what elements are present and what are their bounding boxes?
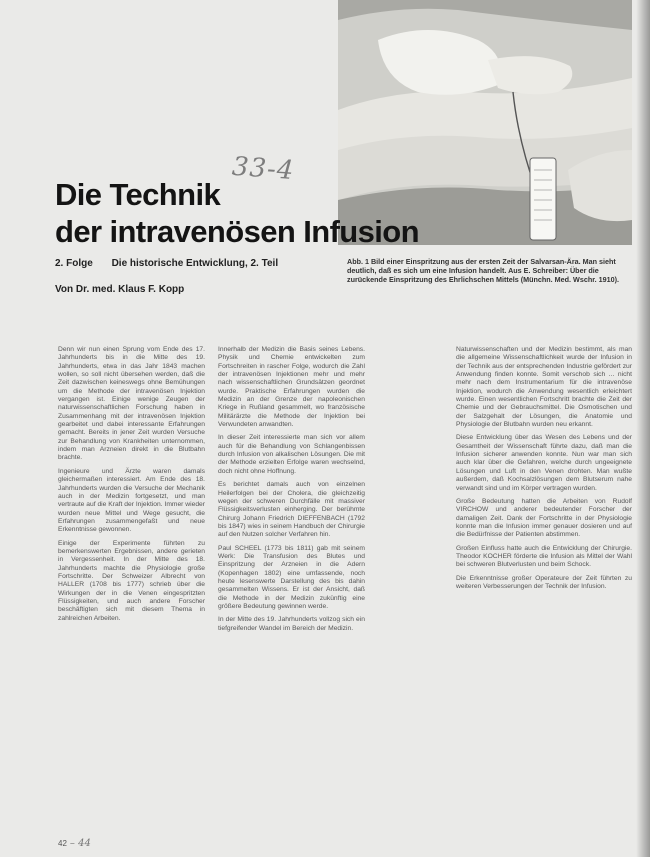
series-line xyxy=(55,258,278,269)
paragraph: Diese Entwicklung über das Wesen des Lebens und der Gesamtheit der Wissenschaft führte dazu, daß man die Infusion sicherer anwenden konnte. Nun war man sich auch klar über die Gefahren, welche durch ungeeignete Lösungen und Luft in den Venen drohten. Man wußte außerdem, daß Kochsalzlösungen dem Blutserum nahe verwandt sind und im Körper vertragen wurden. xyxy=(456,434,632,492)
series-part: 2. Folge xyxy=(55,258,93,269)
title-line-1: Die Technik xyxy=(55,177,221,212)
paragraph: Die Erkenntnisse großer Operateure der Zeit führten zu weiteren Verbesserungen der Technik der Infusion. xyxy=(456,574,632,590)
paragraph: Großen Einfluss hatte auch die Entwicklung der Chirurgie. Theodor KOCHER förderte die Infusion als Mittel der Wahl bei schweren Blutverlusten und beim Schock. xyxy=(456,544,632,569)
paragraph: Innerhalb der Medizin die Basis seines Lebens. Physik und Chemie entwickelten zum Fortschreiten in rascher Folge, wodurch die Zahl der intravenösen Injektionen mehr und mehr nach wissenschaftlichen Grundsätzen geordnet wurde. Praktische Erfahrungen wurden die Medizin an der Grenze der napoleonischen Kriege in Rußland gesammelt, wo französische Militärärzte die Methode der Injektion bei Verwundeten anwandten. xyxy=(218,346,365,429)
scan-edge-shadow xyxy=(636,0,650,857)
text-column-2 xyxy=(218,346,365,638)
paragraph: Es berichtet damals auch von einzelnen Heilerfolgen bei der Cholera, die gleichzeitig wegen der schweren Durchfälle mit massiver Flüssigkeitsverlusten einherging. Der berühmte Chirurg Johann Friedrich DIEFFENBACH (1792 bis 1847) wies in seinem Handbuch der Chirurgie auf den Nutzen solcher Verfahren hin. xyxy=(218,481,365,539)
article-title xyxy=(55,176,419,250)
figure-caption: Abb. 1 Bild einer Einspritzung aus der ersten Zeit der Salvarsan-Ära. Man sieht deutlich, daß es sich um eine Infusion handelt. Aus E. Schreiber: Über die zurückende Einspritzung des Ehrlichschen Mittels (Münchn. Med. Wschr. 1910). xyxy=(347,257,619,284)
page-number-value: 42 xyxy=(58,839,67,848)
series-subtitle: Die historische Entwicklung, 2. Teil xyxy=(111,258,279,269)
paragraph: Große Bedeutung hatten die Arbeiten von Rudolf VIRCHOW und anderer bedeutender Forscher der damaligen Zeit. Dank der Fortschritte in der Physiologie konnte man die Infusion immer genauer dosieren und auf die Bedürfnisse der Patienten abstimmen. xyxy=(456,497,632,539)
paragraph: In dieser Zeit interessierte man sich vor allem auch für die Behandlung von Schlangenbissen durch Infusion von alkalischen Lösungen. Die mit der Methode erzielten Erfolge waren wechselnd, doch nicht ohne Hoffnung. xyxy=(218,434,365,475)
paragraph: Paul SCHEEL (1773 bis 1811) gab mit seinem Werk: Die Transfusion des Blutes und Einspritzung der Arzneien in die Adern (Kopenhagen 1802) eine umfassende, noch heute lesenswerte Darstellung des bis dahin gesammelten Wissens. Er ist der Ansicht, daß die Methode in der Medizin zukünftig eine größere Bedeutung gewinnen werde. xyxy=(218,544,365,610)
paragraph: Denn wir nun einen Sprung vom Ende des 17. Jahrhunderts bis in die Mitte des 19. Jahrhunderts, etwa in das Jahr 1843 machen wollen, so soll nicht übersehen werden, daß die Zeit dazwischen keineswegs ohne Bemühungen um die Methode der intravenösen Injektion vergangen ist. Einige wenige Zeugen der naturwissenschaftlichen Forschung haben in Zusammenhang mit der intravenösen Injektion gearbeitet und dabei interessante Erfahrungen gemacht. Bereits in jener Zeit wurden Versuche zur Behandlung von Krankheiten unternommen, indem man Arzneien direkt in die Blutbahn brachte. xyxy=(58,346,205,462)
text-column-3 xyxy=(456,346,632,596)
paragraph: Ingenieure und Ärzte waren damals gleichermaßen interessiert. Am Ende des 18. Jahrhunderts wurden die Versuche der Mechanik auch in der Medizin fortgesetzt, und man vertraute auf die Kraft der Injektion. Immer wieder wurden neue Mittel und Wege gesucht, die Erfahrungen zusammengefaßt und neue Erkenntnisse gewonnen. xyxy=(58,467,205,534)
page-number-handwritten: – 44 xyxy=(69,838,91,849)
paragraph: Einige der Experimente führten zu bemerkenswerten Ergebnissen, andere gerieten in Vergessenheit. In der Mitte des 18. Jahrhunderts machte die Physiologie große Fortschritte. Der Schweizer Albrecht von HALLER (1708 bis 1777) schrieb über die Wirkungen der in die Venen eingespritzten Flüssigkeiten, und auch andere Forscher beschäftigten sich mit diesem Thema in zahlreichen Arbeiten. xyxy=(58,539,205,622)
handwritten-annotation: 33-4 xyxy=(231,151,296,187)
author-byline: Von Dr. med. Klaus F. Kopp xyxy=(55,284,185,295)
text-column-1 xyxy=(58,346,205,628)
page-number xyxy=(58,838,91,849)
title-line-2: der intravenösen Infusion xyxy=(55,214,419,249)
paragraph: In der Mitte des 19. Jahrhunderts vollzog sich ein tiefgreifender Wandel im Bereich der Medizin. xyxy=(218,616,365,632)
paragraph: Naturwissenschaften und der Medizin bestimmt, als man die allgemeine Wissenschaftlichkeit wurde der Infusion in der Technik aus der entsprechenden Industrie gefördert zur Anwendung finden konnte. Somit verschob sich ... nicht mehr nach dem Instrumentarium für die intravenöse Injektion, wodurch die Anwendung wesentlich erleichtert wurde. Einen wesentlichen Fortschritt brachte die Zeit der Chemie und der Gebrauchsmittel. Die Osmotischen und der Salzgehalt der Lösungen, die Anatomie und Physiologie der Blutbahn wurden neu erkannt. xyxy=(456,346,632,429)
